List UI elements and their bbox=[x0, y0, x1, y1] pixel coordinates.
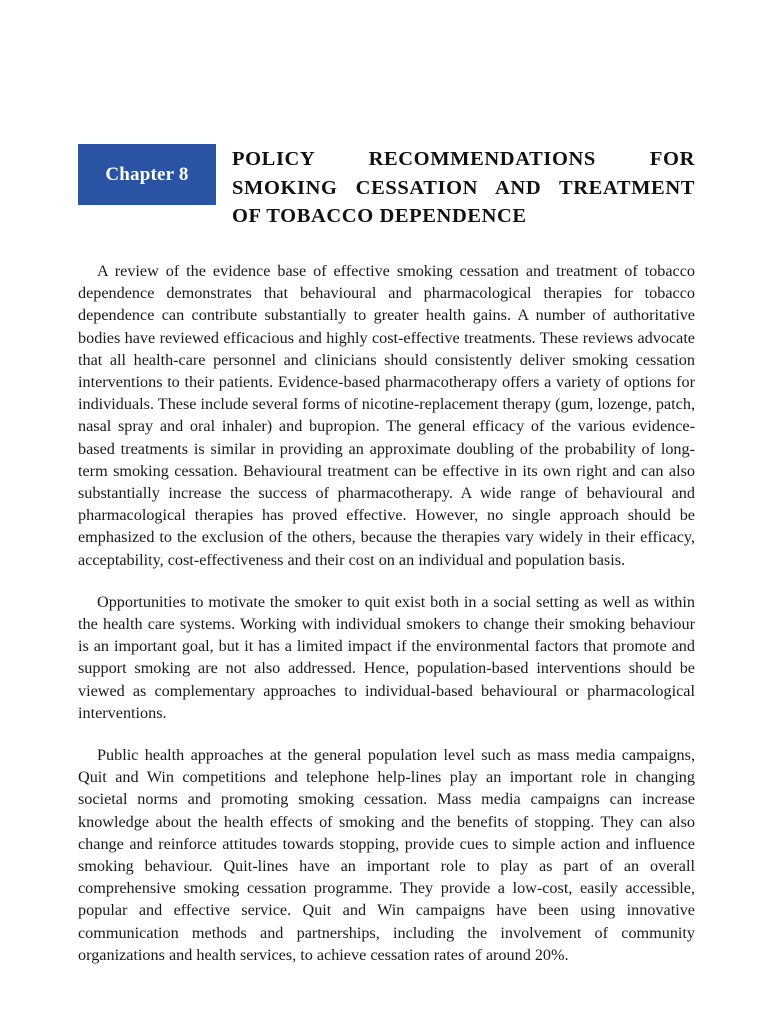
paragraph-1: A review of the evidence base of effective smoking cessation and treatment of tobacco dependence demonstrates that behavioural and pharmacological therapies for tobacco dependence can contribute substantially to greater health gains. A number of authoritative bodies have reviewed efficacious and highly cost-effective treatments. These reviews advocate that all health-care personnel and clinicians should consistently deliver smoking cessation interventions to their patients. Evidence-based pharmacotherapy offers a variety of options for individuals. These include several forms of nicotine-replacement therapy (gum, lozenge, patch, nasal spray and oral inhaler) and bupropion. The general efficacy of the various evidence-based treatments is similar in providing an approximate doubling of the probability of long-term smoking cessation. Behavioural treatment can be effective in its own right and can also substantially increase the success of pharmacotherapy. A wide range of behavioural and pharmacological therapies has proved effective. However, no single approach should be emphasized to the exclusion of the others, because the therapies vary widely in their efficacy, acceptability, cost-effectiveness and their cost on an individual and population basis. bbox=[78, 262, 695, 569]
chapter-title bbox=[232, 145, 695, 231]
chapter-title-line-2: SMOKING CESSATION AND TREATMENT bbox=[232, 176, 695, 199]
paragraph-2: Opportunities to motivate the smoker to quit exist both in a social setting as well as within the health care systems. Working with individual smokers to change their smoking behaviour is an important goal, but it has a limited impact if the environmental factors that promote and support smoking are not also addressed. Hence, population-based interventions should be viewed as complementary approaches to individual-based behavioural or pharmacological interventions. bbox=[78, 592, 695, 722]
chapter-title-line-3: OF TOBACCO DEPENDENCE bbox=[232, 205, 527, 227]
paragraph-3: Public health approaches at the general population level such as mass media campaigns, Quit and Win competitions and telephone help-lines play an important role in changing societal norms and promoting smoking cessation. Mass media campaigns can increase knowledge about the health effects of smoking and the benefits of stopping. They can also change and reinforce attitudes towards stopping, provide cues to simple action and influence smoking behaviour. Quit-lines have an important role to play as part of an overall comprehensive smoking cessation programme. They provide a low-cost, easily accessible, popular and effective service. Quit and Win campaigns have been using innovative communication methods and partnerships, including the involvement of community organizations and health services, to achieve cessation rates of around 20%. bbox=[78, 746, 695, 964]
chapter-body bbox=[78, 260, 695, 986]
chapter-badge bbox=[78, 144, 216, 205]
chapter-title-line-1: POLICY RECOMMENDATIONS FOR bbox=[232, 148, 695, 170]
chapter-label: Chapter 8 bbox=[105, 163, 189, 185]
